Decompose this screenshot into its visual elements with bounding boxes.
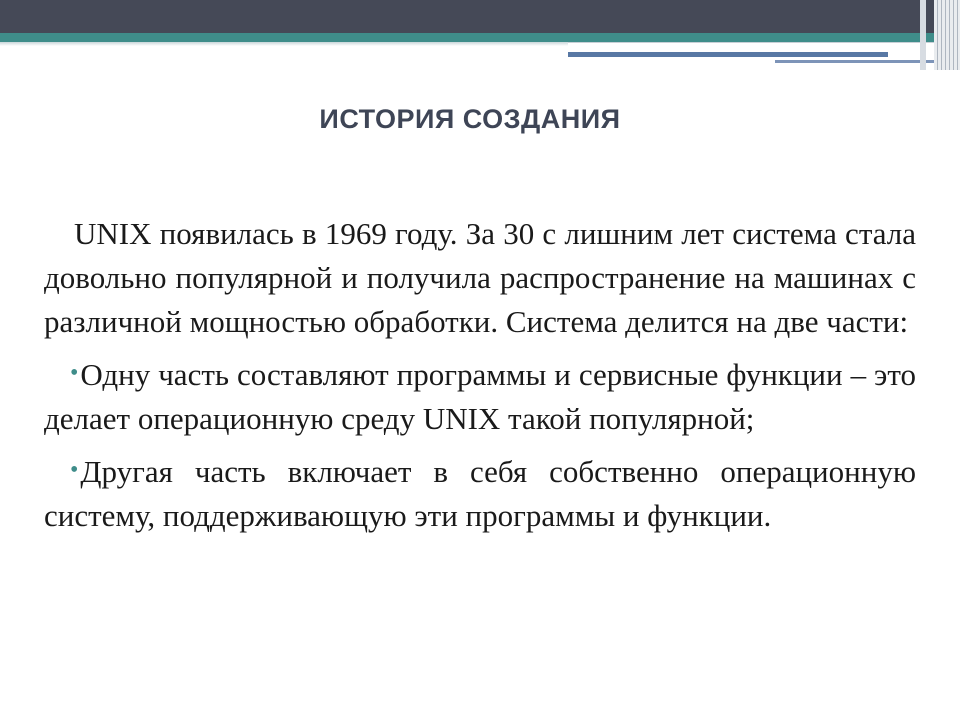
- header-band-teal: [0, 33, 960, 42]
- intro-paragraph: UNIX появилась в 1969 году. За 30 с лишним лет система стала довольно популярной и получила распространение на машинах с различной мощностью обработки. Система делится на две части:: [44, 216, 916, 339]
- bullet-item-2: [44, 448, 916, 538]
- header-band-blue-line-short: [775, 60, 940, 63]
- header-band-dark: [0, 0, 960, 33]
- header-band-blue-line: [568, 52, 888, 57]
- slide-body: [44, 212, 916, 545]
- header-right-edge: [920, 0, 926, 70]
- bullet-item-1: [44, 351, 916, 441]
- bullet-icon: •: [70, 360, 79, 386]
- header-right-stripes: [934, 0, 960, 70]
- bullet-text-1: Одну часть составляют программы и сервисные функции – это делает операционную среду UNIX такой популярной;: [44, 357, 916, 436]
- slide-title: ИСТОРИЯ СОЗДАНИЯ: [319, 104, 621, 134]
- bullet-icon: •: [70, 457, 79, 483]
- bullet-text-2: Другая часть включает в себя собственно операционную систему, поддерживающую эти программы и функции.: [44, 454, 916, 533]
